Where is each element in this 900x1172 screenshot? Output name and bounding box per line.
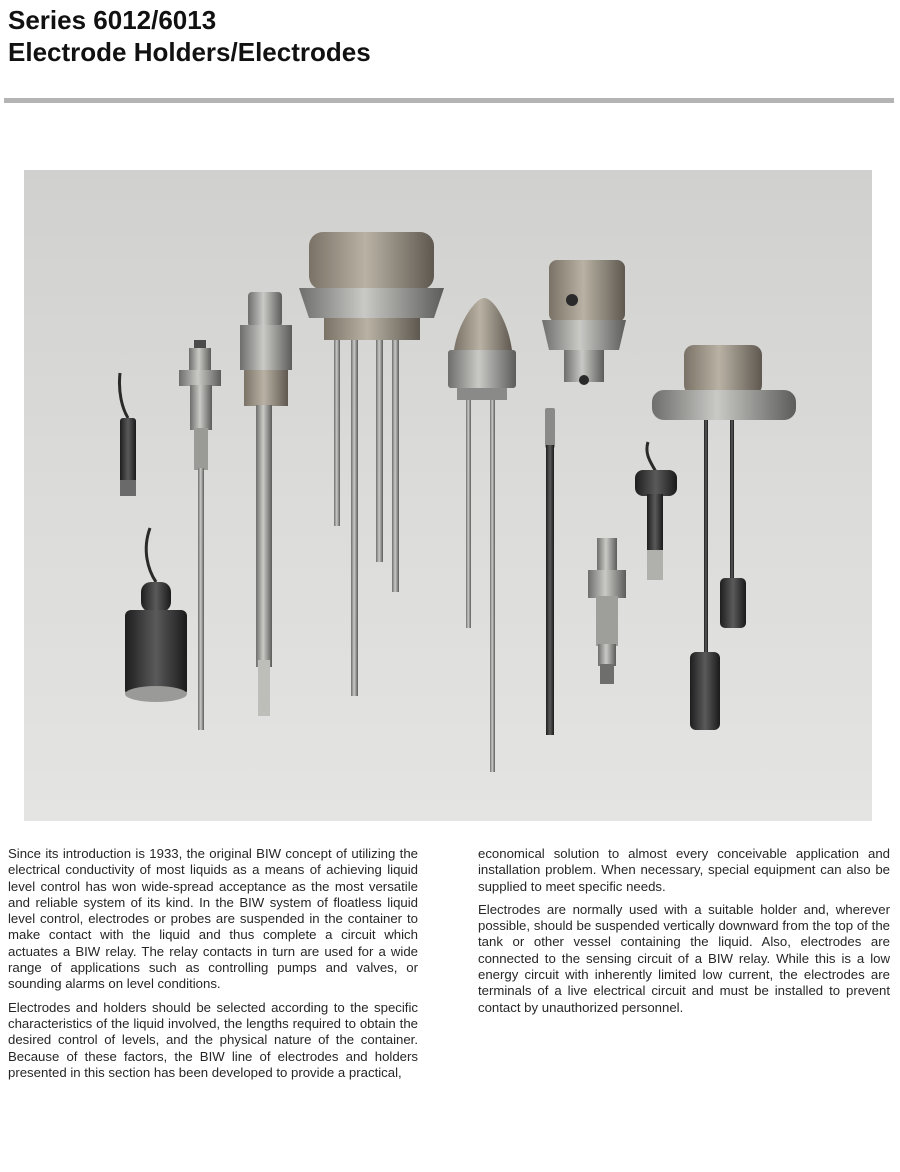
intro-paragraph: Since its introduction is 1933, the original BIW concept of utilizing the electrical conductivity of most liquids as a means of achieving liquid level control has won wide-spread acceptance as the most versatile and reliable system of its kind. In the BIW system of floatless liquid level control, electrodes or probes are suspended in the container to make contact with the liquid and thus complete a circuit which actuates a BIW relay. The relay contacts in turn are used for a wide range of applications such as controlling pumps and valves, or sounding alarms on level conditions. [8,846,418,992]
selection-paragraph: Electrodes and holders should be selected according to the specific characteristics of the liquid involved, the lengths required to obtain the desired control of levels, and the physical nature of the container. Because of these factors, the BIW line of electrodes and holders presented in this section has been developed to provide a practical, [8,999,418,1080]
header-divider [4,98,894,103]
thin-electrode [545,408,555,735]
title-line-2: Electrode Holders/Electrodes [8,37,371,67]
page-title [8,4,371,68]
title-line-1: Series 6012/6013 [8,5,217,35]
continuation-paragraph: economical solution to almost every conceivable application and installation problem. When necessary, special equipment can also be supplied to meet specific needs. [478,846,890,894]
electrodes-illustration [24,170,872,821]
usage-paragraph: Electrodes are normally used with a suitable holder and, wherever possible, should be suspended vertically downward from the top of the tank or other vessel containing the liquid. Also, electrodes are connected to the sensing circuit of a BIW relay. While this is a low energy circuit with inherently limited low current, the electrodes are terminals of a live electrical circuit and must be installed to prevent contact by unauthorized personnel. [478,901,890,1015]
body-left-column [8,846,418,1088]
product-photo [24,170,872,821]
body-right-column [478,846,890,1023]
